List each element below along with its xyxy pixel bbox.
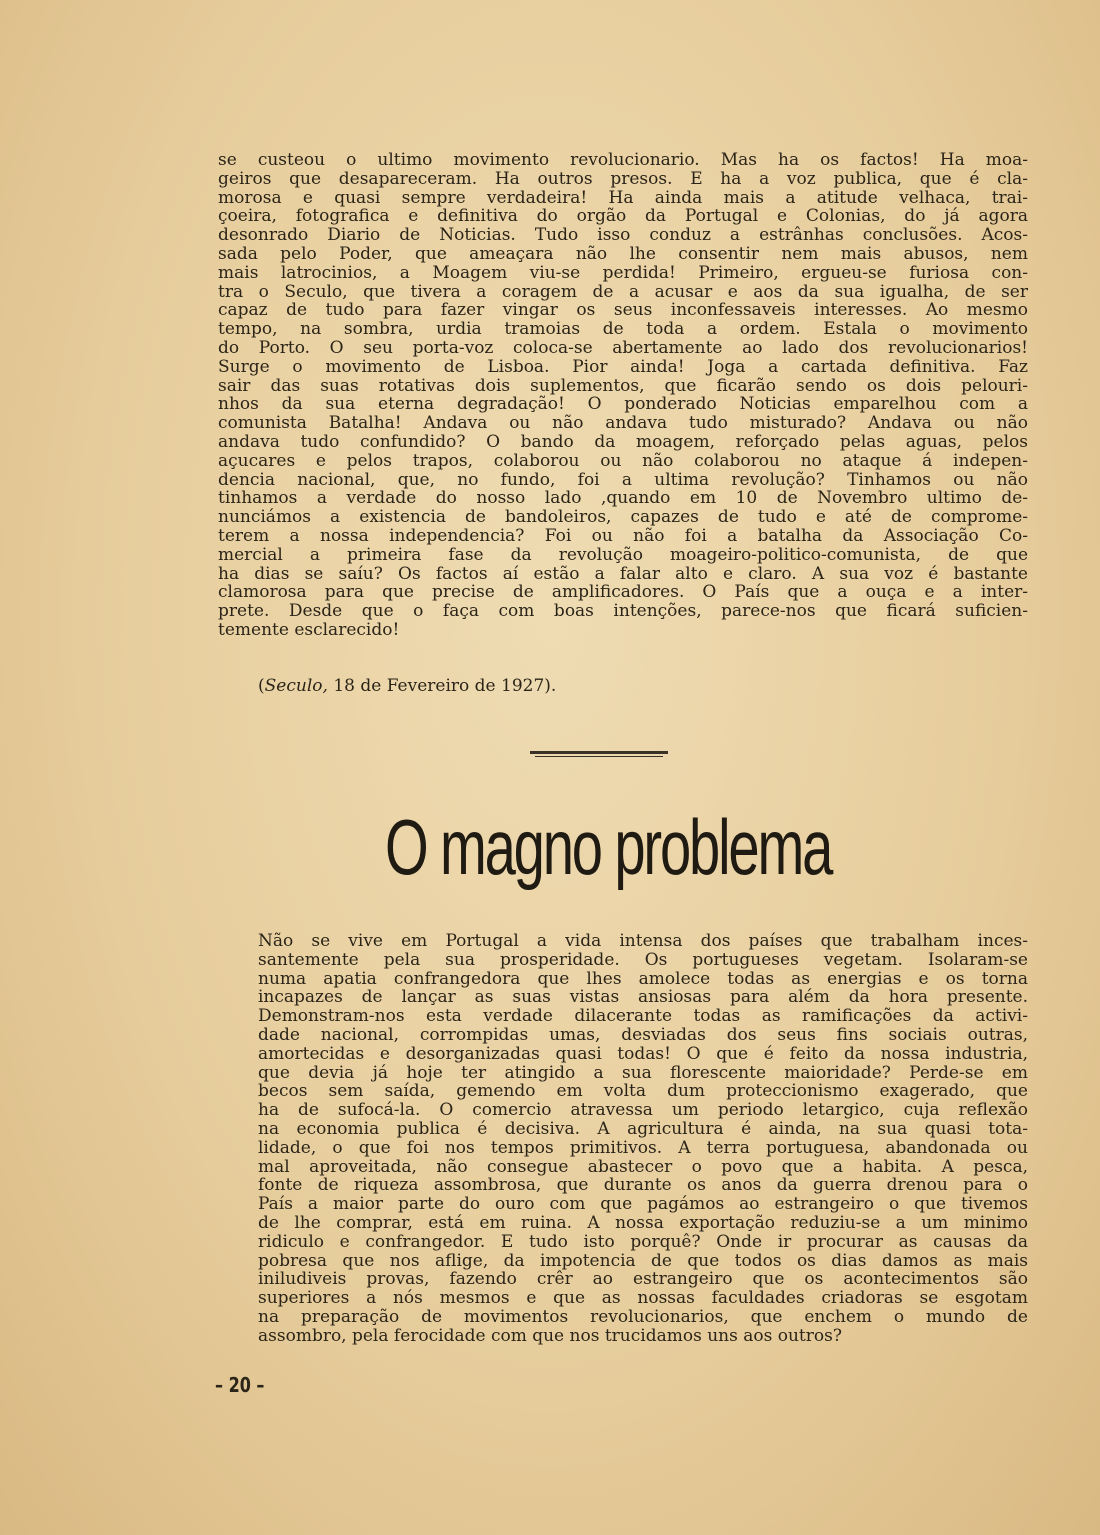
text-line: fonte de riqueza assombrosa, que durante os anos da guerra drenou para o bbox=[258, 1175, 1028, 1196]
text-line: Demonstram-nos esta verdade dilacerante todas as ramificações da activi- bbox=[258, 1006, 1028, 1027]
page-number: – 20 – bbox=[215, 1373, 265, 1397]
text-line: tempo, na sombra, urdia tramoias de toda a ordem. Estala o movimento bbox=[218, 319, 1028, 340]
text-line: capaz de tudo para fazer vingar os seus inconfessaveis interesses. Ao mesmo bbox=[218, 300, 1028, 321]
citation: (Seculo, 18 de Fevereiro de 1927). bbox=[258, 676, 557, 696]
text-line: çoeira, fotografica e definitiva do orgão da Portugal e Colonias, do já agora bbox=[218, 206, 1028, 227]
text-line: lidade, o que foi nos tempos primitivos. A terra portuguesa, abandonada ou bbox=[258, 1137, 1028, 1158]
text-line: dencia nacional, que, no fundo, foi a ultima revolução? Tinhamos ou não bbox=[218, 469, 1028, 490]
citation-date: 18 de Fevereiro de 1927). bbox=[333, 676, 557, 696]
text-line: assombro, pela ferocidade com que nos trucidamos uns aos outros? bbox=[258, 1325, 842, 1346]
text-line: comunista Batalha! Andava ou não andava tudo misturado? Andava ou não bbox=[218, 413, 1028, 434]
text-line: tinhamos a verdade do nosso lado ,quando em 10 de Novembro ultimo de- bbox=[218, 488, 1028, 509]
text-line: ha dias se saíu? Os factos aí estão a falar alto e claro. A sua voz é bastante bbox=[218, 563, 1028, 584]
text-line: santemente pela sua prosperidade. Os portugueses vegetam. Isolaram-se bbox=[258, 949, 1028, 970]
text-line: na economia publica é decisiva. A agricultura é ainda, na sua quasi tota- bbox=[258, 1118, 1028, 1139]
text-line: ridiculo e confrangedor. E tudo isto porquê? Onde ir procurar as causas da bbox=[258, 1231, 1028, 1252]
article-continuation-text bbox=[218, 151, 1028, 640]
text-line: iniludiveis provas, fazendo crêr ao estrangeiro que os acontecimentos são bbox=[258, 1269, 1028, 1290]
text-line: amortecidas e desorganizadas quasi todas! O que é feito da nossa industria, bbox=[258, 1043, 1028, 1064]
text-line: nhos da sua eterna degradação! O ponderado Noticias emparelhou com a bbox=[218, 394, 1028, 415]
text-line: do Porto. O seu porta-voz coloca-se abertamente ao lado dos revolucionarios! bbox=[218, 337, 1028, 358]
text-line: se custeou o ultimo movimento revolucionario. Mas ha os factos! Ha moa- bbox=[218, 150, 1028, 170]
section-divider bbox=[530, 751, 668, 754]
text-line: de lhe comprar, está em ruina. A nossa exportação reduziu-se a um minimo bbox=[258, 1212, 1028, 1233]
article-body-text bbox=[218, 932, 1028, 1346]
text-line: Não se vive em Portugal a vida intensa dos países que trabalham inces- bbox=[258, 931, 1028, 951]
text-line: tra o Seculo, que tivera a coragem de a acusar e aos da sua igualha, de ser bbox=[218, 281, 1028, 302]
text-line: clamorosa para que precise de amplificadores. O País que a ouça e a inter- bbox=[218, 582, 1028, 603]
text-line: numa apatia confrangedora que lhes amolece todas as energias e os torna bbox=[258, 968, 1028, 989]
article-headline: O magno problema bbox=[385, 803, 832, 891]
text-line: nunciámos a existencia de bandoleiros, capazes de tudo e até de comprome- bbox=[218, 507, 1028, 528]
text-line: geiros que desapareceram. Ha outros presos. E ha a voz publica, que é cla- bbox=[218, 168, 1028, 189]
text-line: mercial a primeira fase da revolução moageiro-politico-comunista, de que bbox=[218, 544, 1028, 565]
text-line: País a maior parte do ouro com que pagámos ao estrangeiro o que tivemos bbox=[258, 1194, 1028, 1215]
text-line: sair das suas rotativas dois suplementos, que ficarão sendo os dois pelouri- bbox=[218, 375, 1028, 396]
text-line: Surge o movimento de Lisboa. Pior ainda! Joga a cartada definitiva. Faz bbox=[218, 356, 1028, 377]
text-line: açucares e pelos trapos, colaborou ou não colaborou no ataque á indepen- bbox=[218, 450, 1028, 471]
text-line: superiores a nós mesmos e que as nossas faculdades criadoras se esgotam bbox=[258, 1288, 1028, 1309]
text-line: terem a nossa independencia? Foi ou não foi a batalha da Associação Co- bbox=[218, 525, 1028, 546]
text-line: temente esclarecido! bbox=[218, 619, 400, 640]
text-line: andava tudo confundido? O bando da moagem, reforçado pelas aguas, pelos bbox=[218, 431, 1028, 452]
text-line: becos sem saída, gemendo em volta dum proteccionismo exagerado, que bbox=[258, 1081, 1028, 1102]
text-line: mal aproveitada, não consegue abastecer o povo que a habita. A pesca, bbox=[258, 1156, 1028, 1177]
text-line: incapazes de lançar as suas vistas ansiosas para além da hora presente. bbox=[258, 987, 1028, 1008]
text-line: na preparação de movimentos revolucionarios, que enchem o mundo de bbox=[258, 1306, 1028, 1327]
text-line: prete. Desde que o faça com boas intenções, parece-nos que ficará suficien- bbox=[218, 601, 1028, 622]
text-line: dade nacional, corrompidas umas, desviadas dos seus fins sociais outras, bbox=[258, 1024, 1028, 1045]
text-line: mais latrocinios, a Moagem viu-se perdida! Primeiro, ergueu-se furiosa con- bbox=[218, 262, 1028, 283]
text-line: que devia já hoje ter atingido a sua florescente maioridade? Perde-se em bbox=[258, 1062, 1028, 1083]
text-line: desonrado Diario de Noticias. Tudo isso conduz a estrânhas conclusões. Acos- bbox=[218, 225, 1028, 246]
text-line: sada pelo Poder, que ameaçara não lhe consentir nem mais abusos, nem bbox=[218, 243, 1028, 264]
text-line: pobresa que nos aflige, da impotencia de que todos os dias damos as mais bbox=[258, 1250, 1028, 1271]
text-line: ha de sufocá-la. O comercio atravessa um periodo letargico, cuja reflexão bbox=[258, 1100, 1028, 1121]
section-divider-thin bbox=[535, 756, 663, 757]
citation-source: Seculo, bbox=[264, 676, 328, 696]
text-line: morosa e quasi sempre verdadeira! Ha ainda mais a atitude velhaca, trai- bbox=[218, 187, 1028, 208]
